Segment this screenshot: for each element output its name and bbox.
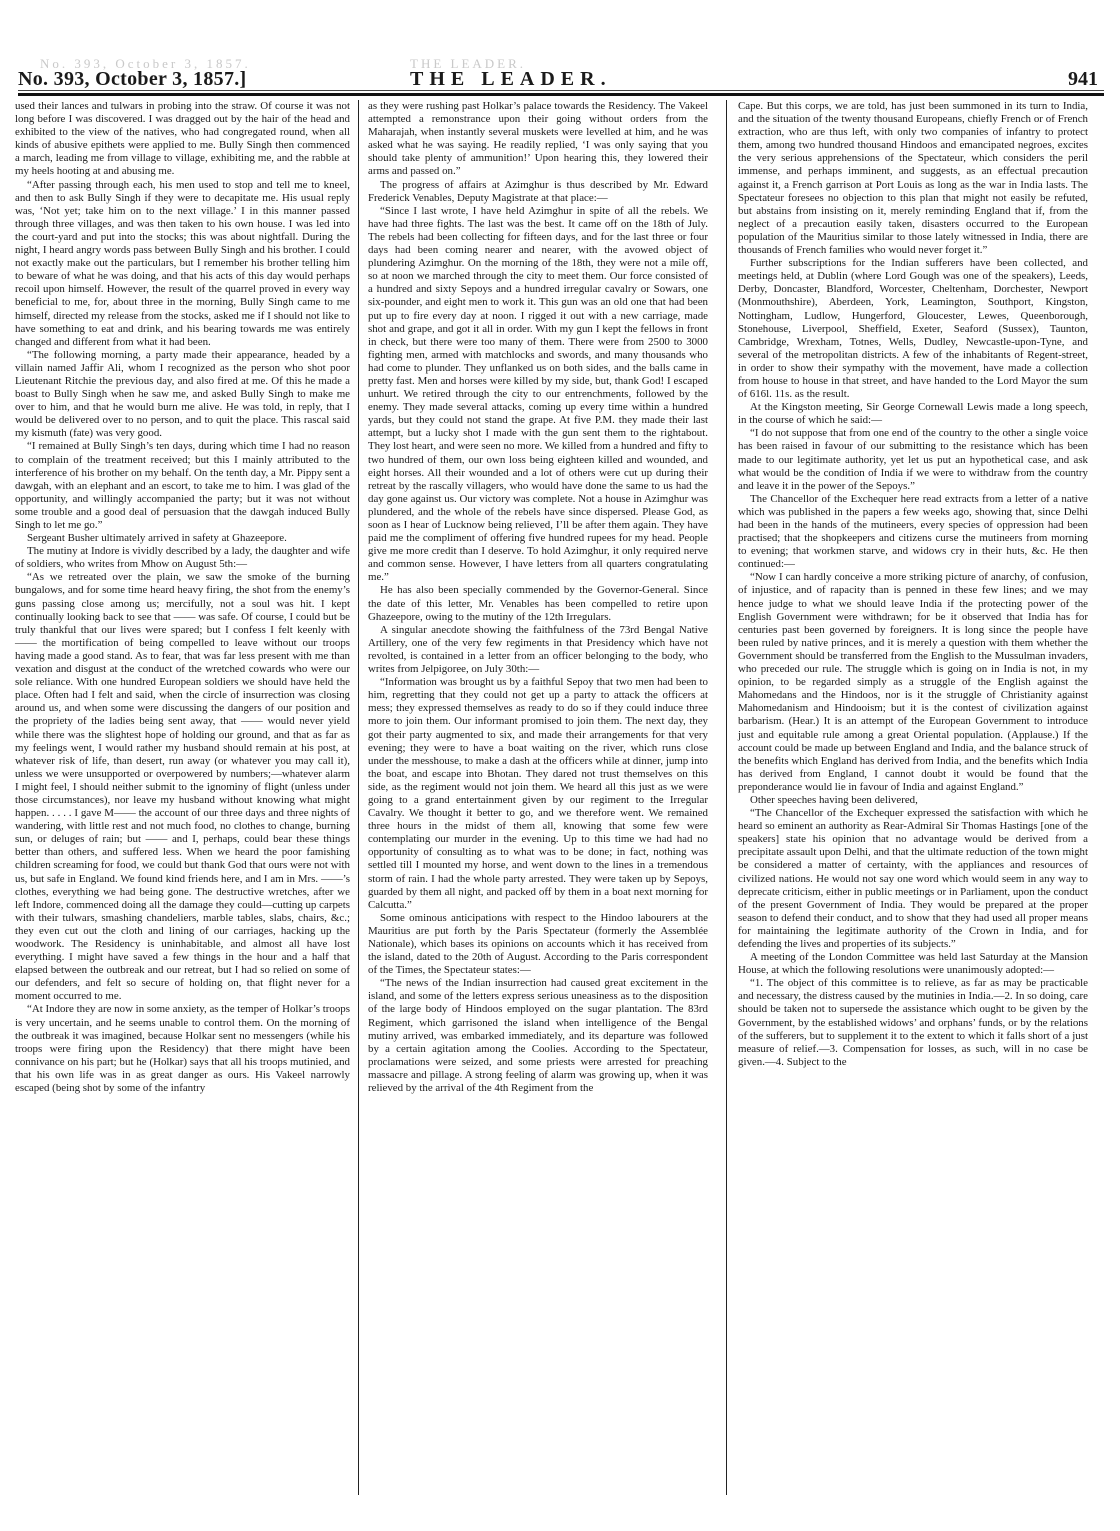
paragraph: Some ominous anticipations with respect to the Hindoo labourers at the Mauritius are put forth by the Paris Spectateur (formerly the Assemblée Nationale), which bases its opinions on accounts which it has received from the island, dated to the 20th of August. According to the Paris correspondent of the Times, the Spectateur states:— [368,911,708,977]
masthead [0,0,1120,96]
issue-date: No. 393, October 3, 1857.] [18,68,247,90]
paragraph: The progress of affairs at Azimghur is thus described by Mr. Edward Frederick Venables, Deputy Magistrate at that place:— [368,178,708,204]
paragraph: “As we retreated over the plain, we saw the smoke of the burning bungalows, and for some time heard heavy firing, the shot from the enemy’s guns passing close among us; mercifully, not a soul was hit. I kept continually looking back to see that —— was safe. Of course, I could but be truly thankful that our lives were spared; but I confess I felt keenly with —— the mortification of being compelled to leave without our troops having made a good stand. As to fear, that was far less present with me than vexation and disgust at the conduct of the wretched cowards who were our sole reliance. With one hundred European soldiers we should have held the place. Often had I felt and said, when the circle of insurrection was closing around us, and when some were discussing the dangers of our position and the propriety of the ladies being sent away, that —— would never yield while there was the slightest hope of holding our ground, and that as far as my feelings went, I would rather my husband should remain at his post, at whatever risk of life, than desert, run away (or whatever you may call it), unless we were unsupported or overpowered by numbers;—whatever alarm I might feel, I should neither submit to the ignominy of flight (unless under those circumstances), nor leave my husband without knowing what might happen. . . . . I gave M—— the account of our three days and three nights of wandering, with little rest and not much food, no clothes to change, burning sun, or deluges of rain; but —— and I, perhaps, could bear these things better than others, and suffered less. When we heard the poor famishing children screaming for food, we could but thank God that ours were not with us, but safe in England. We found kind friends here, and I am in Mrs. ——’s clothes, everything we had being gone. The destructive wretches, after we left Indore, commenced doing all the damage they could—cutting up carpets with their tulwars, smashing chandeliers, marble tables, slabs, chairs, &c.; they even cut out the cloth and lining of our carriages, hacking up the woodwork. The Residency is uninhabitable, and almost all have lost everything. I might have saved a few things in the hour and a half that elapsed between the outbreak and our retreat, but I had so relied on some of our defenders, and felt so secure of holding on, that flight never for a moment occurred to me. [15,571,350,1003]
paragraph: A meeting of the London Committee was held last Saturday at the Mansion House, at which the following resolutions were unanimously adopted:— [738,951,1088,977]
newspaper-title: THE LEADER. [410,68,612,90]
paragraph: “I do not suppose that from one end of the country to the other a single voice has been raised in favour of our submitting to the resistance which has been made to our legitimate authority, yet let us put an hypothetical case, and ask what would be the condition of India if we were to withdraw from the country and leave it in the power of the Sepoys.” [738,427,1088,492]
paragraph: A singular anecdote showing the faithfulness of the 73rd Bengal Native Artillery, one of the very few regiments in that Presidency which have not revolted, is contained in a letter from an officer belonging to the body, who writes from Jelpigoree, on July 30th:— [368,623,708,676]
column-2 [368,100,708,1095]
paragraph: He has also been specially commended by the Governor-General. Since the date of this letter, Mr. Venables has been compelled to retire upon Ghazeepore, owing to the mutiny of the 12th Irregulars. [368,584,708,623]
paragraph: as they were rushing past Holkar’s palace towards the Residency. The Vakeel attempted a remonstrance upon their going without orders from the Maharajah, when instantly several muskets were levelled at him, and he was asked what he was saying. He readily replied, ‘I was only saying that you should take plenty of ammunition!’ Upon hearing this, they lowered their arms and passed on.” [368,100,708,178]
paragraph: “Information was brought us by a faithful Sepoy that two men had been to him, regretting that they could not get up a party to attack the officers at mess; they expressed themselves as ready to do so if they could induce three more to join them. Our informant promised to join them. The next day, they got their party augmented to six, and made their arrangements for that very evening; they were to have a boat waiting on the river, which runs close under the messhouse, to make a dash at the officers while at dinner, jump into the boat, and escape into Bhotan. They dared not trust themselves on this side, as the regiment would not join them. We heard all this just as we were going to a grand entertainment given by our regiment to the Irregular Cavalry. We thought it better to go, and we therefore went. We remained three hours in the midst of them all, knowing that some few were contemplating our murder in the evening. Up to this time we had had no opportunity of consulting as to what was to be done; in fact, nothing was settled till I mounted my horse, and went down to the lines in a tremendous storm of rain. I had the whole party arrested. They were taken up by Sepoys, guarded by them all night, and packed off by them in a boat next morning for Calcutta.” [368,676,708,911]
column-1 [15,100,350,1095]
paragraph: “The news of the Indian insurrection had caused great excitement in the island, and some of the letters express serious uneasiness as to the disposition of the large body of Hindoos employed on the sugar plantation. The 83rd Regiment, which garrisoned the island when intelligence of the Bengal mutiny arrived, was embarked immediately, and its departure was followed by a certain agitation among the Coolies. According to the Spectateur, proclamations were seized, and some priests were arrested for preaching massacre and pillage. A strong feeling of alarm was growing up, when it was relieved by the arrival of the 4th Regiment from the [368,977,708,1095]
paragraph: The Chancellor of the Exchequer here read extracts from a letter of a native which was published in the papers a few weeks ago, showing that, since Delhi had been in the hands of the mutineers, every species of oppression had been practised; that the shopkeepers and citizens curse the mutineers from morning to evening; that workmen starve, and widows cry in their huts, &c. He then continued:— [738,492,1088,571]
paragraph: Cape. But this corps, we are told, has just been summoned in its turn to India, and the situation of the twenty thousand Europeans, chiefly French or of French extraction, who are thus left, with only two companies of infantry to protect them, among two hundred thousand Hindoos and emancipated negroes, excites the very serious apprehensions of the Spectateur, which considers the peril immense, and perhaps imminent, and suggests, as an effectual precaution against it, a French garrison at Port Louis as long as the war in India lasts. The Spectateur foresees no objection to this plan that might not easily be refuted, but abstains from insisting on it, merely reminding England that if, from the neglect of a precaution easily taken, disasters occurred to the European population of the Mauritius similar to those lately witnessed in India, there are thousands of French families who would never forget it.” [738,100,1088,257]
column-divider [726,100,727,1495]
page-number: 941 [1068,68,1098,90]
bleed-through-text: No. 393, October 3, 1857. [40,56,251,71]
paragraph: “The following morning, a party made their appearance, headed by a villain named Jaffir Ali, whom I recognized as the person who shot poor Lieutenant Ritchie the previous day, and also fired at me. Of this he made a boast to Bully Singh when he saw me, and asked Bully Singh to make me over to him, and that he would burn me alive. He was told, in reply, that I would be delivered over to no person, and to quit the place. This rascal said my kismuth (fate) was very good. [15,348,350,440]
paragraph: used their lances and tulwars in probing into the straw. Of course it was not long before I was discovered. I was dragged out by the hair of the head and exhibited to the view of the natives, who had congregated round, when all kinds of abusive epithets were applied to me. Bully Singh then commenced a march, leading me from village to village, exhibiting me, and the rabble at my heels hooting at and abusing me. [15,100,350,178]
paragraph: Further subscriptions for the Indian sufferers have been collected, and meetings held, at Dublin (where Lord Gough was one of the speakers), Leeds, Derby, Doncaster, Blandford, Worcester, Cheltenham, Dorchester, Newport (Monmouthshire), Aberdeen, York, Leamington, Southport, Kingston, Nottingham, Ludlow, Hungerford, Gloucester, Lewes, Queenborough, Stonehouse, Liverpool, Sheffield, Exeter, Seaford (Sussex), Taunton, Cambridge, Wrexham, Totnes, Wells, Dudley, Newcastle-upon-Tyne, and several of the metropolitan districts. A few of the inhabitants of Regent-street, in order to show their sympathy with the movement, have made a collection from house to house in that street, and have handed to the Lord Mayor the sum of 616l. 11s. as the result. [738,257,1088,401]
bleed-through-text: THE LEADER. [410,56,527,71]
paragraph: Other speeches having been delivered, [750,793,918,806]
paragraph: “Since I last wrote, I have held Azimghur in spite of all the rebels. We have had three fights. The last was the best. It came off on the 18th of July. The rebels had been collecting for fifteen days, and for the last three or four days had been coming nearer and nearer, with the avowed object of plundering Azimghur. On the morning of the 18th, they were not a mile off, so at noon we marched through the city to meet them. Our force consisted of a hundred and sixty Sepoys and a hundred irregular cavalry or Sowars, one six-pounder, and eight men to work it. This gun was an old one that had been put up to fire every day at noon. I rigged it out with a new carriage, made shot and grape, and got it all in order. With my gun I kept the fellows in front in check, but there were too many of them. There were from 2500 to 3000 fighting men, armed with matchlocks and swords, and many thousands who had come to plunder. They unflanked us on both sides, and the balls came in pretty fast. Men and horses were killed by my side, but, thank God! I escaped unhurt. We retired through the city to our entrenchments, followed by the enemy. They made several attacks, coming up every time within a hundred yards, but they could not stand the grape. At five P.M. they made their last attempt, but a lucky shot I made with the gun sent them to the rightabout. They lost heart, and were seen no more. We killed from a hundred and fifty to two hundred of them, our own loss being eighteen killed and wounded, and eight horses. All their wounded and a lot of others were cut up during their retreat by the rascally villagers, who would have done the same to us had the day gone against us. Our victory was complete. Not a house in Azimghur was plundered, and the whole of the rebels have since dispersed. Please God, as soon as I hear of Lucknow being relieved, I’ll be after them again. They have paid me the compliment of offering five hundred rupees for my head. People give me more credit than I deserve. To hold Azimghur, it only required nerve and common sense. However, I have letters from all quarters congratulating me.” [368,204,708,584]
header-rule-thin [18,90,1104,91]
paragraph: “After passing through each, his men used to stop and tell me to kneel, and then to ask Bully Singh if they were to decapitate me. His usual reply was, ‘Not yet; take him on to the next village.’ I in this manner passed through three villages, and was then taken to his own house. I was led into the court-yard and put into the stocks; this was about nightfall. During the night, I heard angry words pass between Bully Singh and his brother. I could not exactly make out the particulars, but I remember his brother telling him to beware of what he was doing, and that his acts of this day would perhaps recoil upon himself. However, the result of the quarrel proved in every way beneficial to me, for, about three in the morning, Bully Singh came to me himself, directed my release from the stocks, asked me if I should not like to have something to eat and drink, and his bearing towards me was entirely changed and different from what it had been. [15,178,350,348]
paragraph: The mutiny at Indore is vividly described by a lady, the daughter and wife of soldiers, who writes from Mhow on August 5th:— [15,545,350,571]
header-rule-thick [18,93,1104,96]
paragraph: “The Chancellor of the Exchequer expressed the satisfaction with which he heard so eminent an authority as Rear-Admiral Sir Thomas Hastings [one of the speakers] state his opinion that no advantage would be derived from a precipitate assault upon Delhi, and that the ultimate reduction of the town might be considered a matter of certainty, with the appliances and resources of civilized nations. He would not say one word which would seem in any way to deprecate criticism, either in public meetings or in Parliament, upon the conduct of the present Government of India. They would be prepared at the proper season to defend their conduct, and to show that they had used all proper means for maintaining the legitimate authority of the Crown in India, and for defending the lives and properties of its subjects.” [738,807,1088,950]
column-3 [738,100,1088,1069]
paragraph: At the Kingston meeting, Sir George Cornewall Lewis made a long speech, in the course of which he said:— [738,401,1088,427]
paragraph: “Now I can hardly conceive a more striking picture of anarchy, of confusion, of injustice, and of rapacity than is penned in these few lines; and we may hence judge to what we should leave India if the protecting power of the English Government were withdrawn; for be it observed that India has for centuries past been governed by foreigners. It is long since the people have been ruled by native princes, and it is merely a question with them whether the Government should be transferred from the English to the Mussulman invaders, who preceded our rule. The struggle which is going on in India is not, in my opinion, to be regarded simply as a struggle of the English against the Mahomedans and the Hindoos, nor is it the struggle of Christianity against Mahomedanism and Hindooism; but it is the contest of civilization against barbarism. (Hear.) It is an attempt of the European Government to introduce just and equitable rule among a great Oriental population. (Applause.) If the account could be made up between England and India, and the balance struck of the benefits which England has derived from India, and the benefits which India has derived from England, I cannot doubt it would be found that the preponderance would lie in favour of India and against England.” [738,571,1088,793]
paragraph: “I remained at Bully Singh’s ten days, during which time I had no reason to complain of the treatment received; but this I mainly attributed to the interference of his brother on my behalf. On the tenth day, a Mr. Pippy sent a dawgah, with an elephant and an escort, to take me to him. I was glad of the opportunity, and willingly accompanied the party; but it was not without some trouble and a good deal of persuasion that the dawgah induced Bully Singh to let me go.” [15,440,350,531]
paragraph: “1. The object of this committee is to relieve, as far as may be practicable and necessary, the distress caused by the mutinies in India.—2. In so doing, care should be taken not to supersede the assistance which ought to be given by the Government, by the established widows’ and orphans’ funds, or by the relations of the sufferers, but to supplement it to the extent to which it falls short of a just measure of relief.—3. Compensation for losses, as such, will in no case be given.—4. Subject to the [738,977,1088,1068]
paragraph: “At Indore they are now in some anxiety, as the temper of Holkar’s troops is very uncertain, and he seems unable to control them. On the morning of the outbreak it was imagined, because Holkar sent no messengers (while his troops were firing upon the Residency) that there might have been connivance on his part; but he (Holkar) says that all his troops mutinied, and that his own life was in as great danger as ours. His Vakeel narrowly escaped (being shot by some of the infantry [15,1003,350,1095]
paragraph: Sergeant Busher ultimately arrived in safety at Ghazeepore. [27,532,287,545]
column-divider [358,100,359,1495]
